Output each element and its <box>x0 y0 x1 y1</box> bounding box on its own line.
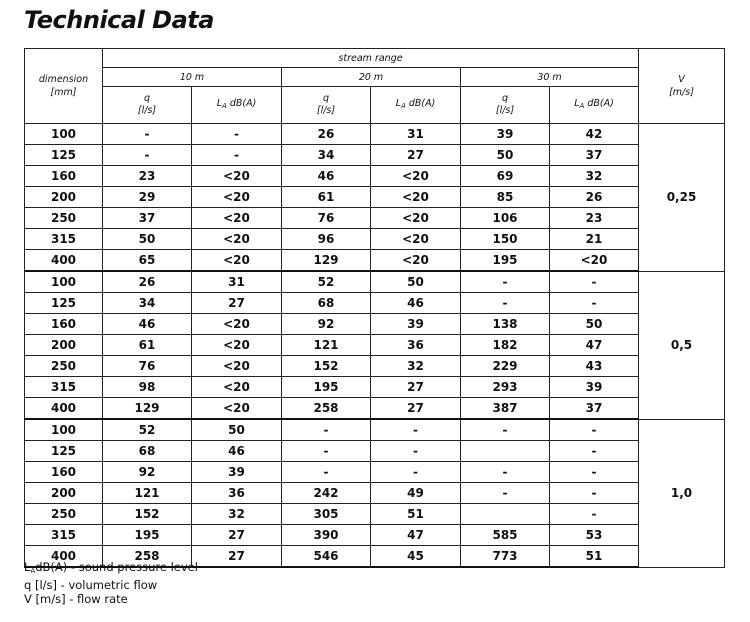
dimension-cell: 315 <box>25 525 103 546</box>
range-header-30m: 30 m <box>461 68 639 87</box>
dimension-header <box>25 49 103 124</box>
sound-level-cell: 37 <box>550 145 639 166</box>
legend-v: V [m/s] - flow rate <box>24 592 128 606</box>
flow-cell: 773 <box>461 546 550 568</box>
sound-level-cell: <20 <box>192 314 282 335</box>
flow-cell: 152 <box>282 356 371 377</box>
sound-level-cell: 43 <box>550 356 639 377</box>
sound-level-cell: <20 <box>371 166 461 187</box>
flow-cell: 29 <box>103 187 192 208</box>
table-row <box>25 293 725 314</box>
dimension-cell: 100 <box>25 124 103 145</box>
sound-level-cell: 27 <box>192 546 282 568</box>
flow-cell: 258 <box>282 398 371 420</box>
flow-cell <box>461 441 550 462</box>
dimension-cell: 200 <box>25 335 103 356</box>
sound-level-cell: 47 <box>371 525 461 546</box>
sound-level-cell: 36 <box>192 483 282 504</box>
flow-cell: 121 <box>103 483 192 504</box>
flow-cell: 34 <box>282 145 371 166</box>
sound-level-cell: 32 <box>192 504 282 525</box>
velocity-label: V <box>678 74 685 85</box>
sound-level-cell: - <box>550 483 639 504</box>
range-header-10m: 10 m <box>103 68 282 87</box>
dimension-cell: 125 <box>25 293 103 314</box>
dimension-cell: 315 <box>25 229 103 250</box>
table-row <box>25 441 725 462</box>
technical-data-table <box>24 48 725 568</box>
flow-cell: 98 <box>103 377 192 398</box>
la-header: $L_A$ dB(A) <box>192 87 282 124</box>
table-row <box>25 271 725 293</box>
flow-cell: 68 <box>282 293 371 314</box>
sound-level-cell: - <box>371 419 461 441</box>
la-header: $L_A$ dB(A) <box>371 87 461 124</box>
q-header <box>461 87 550 124</box>
dimension-cell: 200 <box>25 187 103 208</box>
sound-level-cell: 53 <box>550 525 639 546</box>
table-row <box>25 314 725 335</box>
flow-cell: - <box>282 441 371 462</box>
flow-cell: - <box>461 271 550 293</box>
table-row <box>25 335 725 356</box>
flow-cell: - <box>461 293 550 314</box>
flow-cell: 138 <box>461 314 550 335</box>
sound-level-cell: - <box>371 441 461 462</box>
dimension-cell: 400 <box>25 250 103 272</box>
sound-level-cell: 32 <box>371 356 461 377</box>
flow-cell: 92 <box>103 462 192 483</box>
sound-level-cell: 49 <box>371 483 461 504</box>
flow-cell: 76 <box>103 356 192 377</box>
sound-level-cell: - <box>192 145 282 166</box>
flow-cell: - <box>282 419 371 441</box>
sound-level-cell: <20 <box>192 208 282 229</box>
sound-level-cell: 39 <box>550 377 639 398</box>
flow-cell: 65 <box>103 250 192 272</box>
q-label: q <box>501 93 509 104</box>
sound-level-cell: 31 <box>371 124 461 145</box>
flow-cell: - <box>461 419 550 441</box>
flow-cell: 387 <box>461 398 550 420</box>
flow-cell: 121 <box>282 335 371 356</box>
dimension-cell: 400 <box>25 546 103 568</box>
flow-cell: - <box>461 483 550 504</box>
flow-cell: 69 <box>461 166 550 187</box>
dimension-cell: 315 <box>25 377 103 398</box>
flow-cell: 242 <box>282 483 371 504</box>
sound-level-cell: - <box>550 441 639 462</box>
flow-cell: - <box>461 462 550 483</box>
flow-cell: 50 <box>461 145 550 166</box>
table-row <box>25 208 725 229</box>
flow-cell: 61 <box>282 187 371 208</box>
la-label: dB(A) <box>587 98 614 109</box>
legend-q: q [l/s] - volumetric flow <box>24 578 158 592</box>
dimension-cell: 125 <box>25 441 103 462</box>
flow-cell: 39 <box>461 124 550 145</box>
flow-cell: 52 <box>282 271 371 293</box>
dimension-cell: 250 <box>25 208 103 229</box>
q-unit: [l/s] <box>495 105 515 116</box>
sound-level-cell: <20 <box>371 208 461 229</box>
table-row <box>25 250 725 272</box>
dimension-cell: 200 <box>25 483 103 504</box>
table-row <box>25 356 725 377</box>
flow-cell: 546 <box>282 546 371 568</box>
dimension-label: dimension <box>38 74 89 85</box>
flow-cell: 37 <box>103 208 192 229</box>
sound-level-cell: 47 <box>550 335 639 356</box>
table-row <box>25 504 725 525</box>
flow-cell: 106 <box>461 208 550 229</box>
flow-cell: 52 <box>103 419 192 441</box>
q-label: q <box>143 93 151 104</box>
page-title: Technical Data <box>24 6 214 34</box>
sound-level-cell: 36 <box>371 335 461 356</box>
flow-cell: 68 <box>103 441 192 462</box>
sound-level-cell: 27 <box>192 293 282 314</box>
sound-level-cell: <20 <box>192 335 282 356</box>
sound-level-cell: - <box>550 504 639 525</box>
sound-level-cell: <20 <box>371 250 461 272</box>
sound-level-cell: 50 <box>371 271 461 293</box>
flow-cell: 34 <box>103 293 192 314</box>
sound-level-cell: 46 <box>371 293 461 314</box>
sound-level-cell: 21 <box>550 229 639 250</box>
dimension-cell: 400 <box>25 398 103 420</box>
sound-level-cell: 32 <box>550 166 639 187</box>
sound-level-cell: 27 <box>371 145 461 166</box>
sound-level-cell: 39 <box>192 462 282 483</box>
sound-level-cell: <20 <box>371 187 461 208</box>
sound-level-cell: 51 <box>371 504 461 525</box>
flow-cell: 229 <box>461 356 550 377</box>
table-row <box>25 483 725 504</box>
flow-cell: 46 <box>282 166 371 187</box>
flow-cell: 150 <box>461 229 550 250</box>
table-row <box>25 124 725 145</box>
range-header-20m: 20 m <box>282 68 461 87</box>
sound-level-cell: - <box>550 419 639 441</box>
sound-level-cell: 26 <box>550 187 639 208</box>
velocity-cell: 0,25 <box>639 124 725 272</box>
flow-cell: 152 <box>103 504 192 525</box>
q-header <box>103 87 192 124</box>
table-row <box>25 145 725 166</box>
flow-cell: 85 <box>461 187 550 208</box>
flow-cell: 129 <box>282 250 371 272</box>
flow-cell: - <box>282 462 371 483</box>
la-label: dB(A) <box>229 98 257 109</box>
sound-level-cell: - <box>550 462 639 483</box>
dimension-cell: 160 <box>25 462 103 483</box>
flow-cell: 23 <box>103 166 192 187</box>
dimension-cell: 100 <box>25 271 103 293</box>
flow-cell: - <box>103 124 192 145</box>
flow-cell: 305 <box>282 504 371 525</box>
flow-cell: 129 <box>103 398 192 420</box>
velocity-cell: 1,0 <box>639 419 725 567</box>
sound-level-cell: 50 <box>192 419 282 441</box>
flow-cell: 92 <box>282 314 371 335</box>
table-row <box>25 377 725 398</box>
stream-range-header: stream range <box>103 49 639 68</box>
flow-cell: 96 <box>282 229 371 250</box>
flow-cell: 195 <box>461 250 550 272</box>
dimension-cell: 160 <box>25 314 103 335</box>
flow-cell: 585 <box>461 525 550 546</box>
sound-level-cell: 37 <box>550 398 639 420</box>
table-row <box>25 166 725 187</box>
sound-level-cell: 39 <box>371 314 461 335</box>
sound-level-cell: <20 <box>550 250 639 272</box>
flow-cell: 46 <box>103 314 192 335</box>
q-unit: [l/s] <box>137 105 157 116</box>
sound-level-cell: 42 <box>550 124 639 145</box>
table-row <box>25 462 725 483</box>
q-unit: [l/s] <box>316 105 336 116</box>
table-row <box>25 229 725 250</box>
sound-level-cell: 27 <box>371 398 461 420</box>
la-label: dB(A) <box>408 98 436 109</box>
legend-la-text: dB(A) - sound pressure level <box>35 560 198 574</box>
sound-level-cell: <20 <box>192 356 282 377</box>
dimension-unit: [mm] <box>50 87 77 98</box>
velocity-cell: 0,5 <box>639 271 725 419</box>
flow-cell: - <box>103 145 192 166</box>
dimension-cell: 160 <box>25 166 103 187</box>
sound-level-cell: <20 <box>192 166 282 187</box>
flow-cell: 26 <box>103 271 192 293</box>
sound-level-cell: <20 <box>192 187 282 208</box>
flow-cell: 61 <box>103 335 192 356</box>
flow-cell: 258 <box>103 546 192 568</box>
q-label: q <box>322 93 330 104</box>
velocity-unit: [m/s] <box>669 87 694 98</box>
sound-level-cell: - <box>550 293 639 314</box>
table-row <box>25 419 725 441</box>
sound-level-cell: 23 <box>550 208 639 229</box>
sound-level-cell: - <box>192 124 282 145</box>
flow-cell: 26 <box>282 124 371 145</box>
table-row <box>25 398 725 420</box>
sound-level-cell: 27 <box>192 525 282 546</box>
legend <box>24 560 198 606</box>
dimension-cell: 250 <box>25 504 103 525</box>
table-row <box>25 187 725 208</box>
sound-level-cell: 45 <box>371 546 461 568</box>
dimension-cell: 250 <box>25 356 103 377</box>
legend-la: $L_AdB(A)$ - sound pressure level <box>24 560 198 575</box>
sound-level-cell: 51 <box>550 546 639 568</box>
dimension-cell: 125 <box>25 145 103 166</box>
flow-cell: 76 <box>282 208 371 229</box>
dimension-cell: 100 <box>25 419 103 441</box>
sound-level-cell: 46 <box>192 441 282 462</box>
sound-level-cell: <20 <box>192 377 282 398</box>
table-body <box>25 124 725 568</box>
sound-level-cell: <20 <box>371 229 461 250</box>
la-header: $L_A$ dB(A) <box>550 87 639 124</box>
flow-cell: 50 <box>103 229 192 250</box>
q-header <box>282 87 371 124</box>
flow-cell: 182 <box>461 335 550 356</box>
velocity-header <box>639 49 725 124</box>
sound-level-cell: 50 <box>550 314 639 335</box>
sound-level-cell: 31 <box>192 271 282 293</box>
sound-level-cell: - <box>550 271 639 293</box>
flow-cell: 195 <box>282 377 371 398</box>
flow-cell: 390 <box>282 525 371 546</box>
flow-cell: 293 <box>461 377 550 398</box>
sound-level-cell: <20 <box>192 229 282 250</box>
sound-level-cell: <20 <box>192 398 282 420</box>
flow-cell <box>461 504 550 525</box>
flow-cell: 195 <box>103 525 192 546</box>
sound-level-cell: 27 <box>371 377 461 398</box>
table-row <box>25 525 725 546</box>
sound-level-cell: - <box>371 462 461 483</box>
sound-level-cell: <20 <box>192 250 282 272</box>
